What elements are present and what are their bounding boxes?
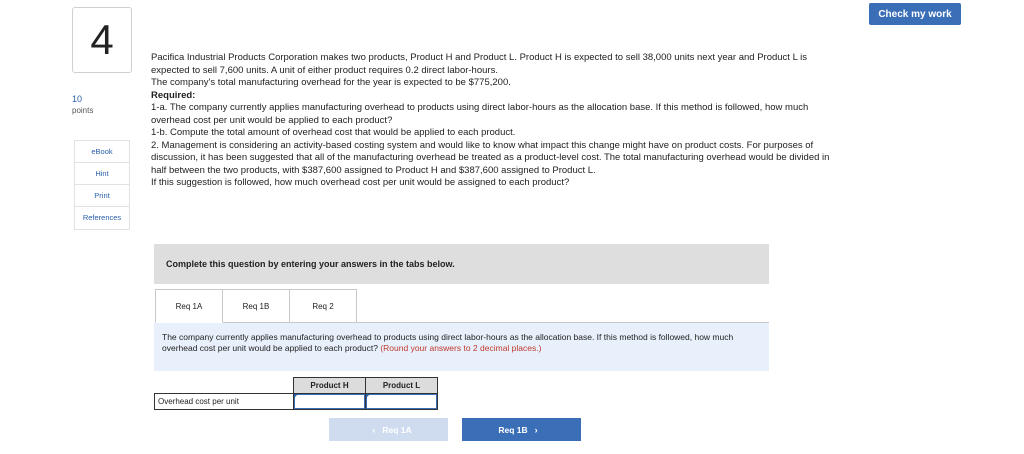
points-value: 10 xyxy=(72,94,83,104)
rounding-note: (Round your answers to 2 decimal places.) xyxy=(380,343,542,353)
input-marker-icon xyxy=(294,394,298,398)
product-h-cell xyxy=(294,394,366,410)
tab-req-1a[interactable]: Req 1A xyxy=(155,289,223,323)
points-label: points xyxy=(72,106,94,115)
column-header-product-h: Product H xyxy=(294,378,366,394)
product-h-input[interactable] xyxy=(294,394,365,409)
requirement-2-followup: If this suggestion is followed, how much overhead cost per unit would be assigned to each product? xyxy=(151,177,570,188)
hint-link[interactable]: Hint xyxy=(75,163,129,185)
product-l-input[interactable] xyxy=(366,394,437,409)
print-link[interactable]: Print xyxy=(75,185,129,207)
next-req-label: Req 1B xyxy=(498,424,528,435)
tab-req-1b[interactable]: Req 1B xyxy=(222,289,290,323)
input-marker-icon xyxy=(366,394,370,398)
complete-instructions-banner: Complete this question by entering your answers in the tabs below. xyxy=(154,244,769,284)
references-link[interactable]: References xyxy=(82,213,122,222)
instruction-text: The company currently applies manufacturing overhead to products using direct labor-hours as the allocation base. If this method is followed, how much overhead cost per unit would be applied to each product? xyxy=(162,332,734,353)
chevron-left-icon: ‹ xyxy=(372,424,376,435)
requirement-1b: 1-b. Compute the total amount of overhead cost that would be applied to each product. xyxy=(151,127,516,138)
row-label-overhead-cost-per-unit: Overhead cost per unit xyxy=(155,394,294,410)
prev-req-button[interactable] xyxy=(329,418,448,441)
tab-instruction xyxy=(154,323,769,371)
required-heading: Required: xyxy=(151,89,196,101)
requirement-tabs xyxy=(155,289,356,323)
check-my-work-button[interactable]: Check my work xyxy=(869,3,961,25)
next-req-button[interactable] xyxy=(462,418,581,441)
overhead-statement: The company's total manufacturing overhead for the year is expected to be $775,200. xyxy=(151,77,511,88)
table-row xyxy=(155,394,438,410)
chevron-right-icon: › xyxy=(534,424,538,435)
requirement-2: 2. Management is considering an activity-based costing system and would like to know what impact this change might have on product costs. For purposes of discussion, it has been suggested that all of the manufacturing overhead be treated as a product-level cost. The total manufacturing overhead would be divided in half between the two products, with $387,600 assigned to Product H and $387,600 assigned to Product L. xyxy=(151,139,830,176)
question-number: 4 xyxy=(72,7,132,73)
tab-req-2[interactable]: Req 2 xyxy=(289,289,357,323)
resource-links xyxy=(74,140,130,230)
question-body xyxy=(151,52,831,190)
ebook-link[interactable]: eBook xyxy=(75,141,129,163)
answer-table xyxy=(154,377,438,410)
product-l-cell xyxy=(366,394,438,410)
problem-intro: Pacifica Industrial Products Corporation makes two products, Product H and Product L. Product H is expected to sell 38,000 units next year and Product L is expected to sell 7,600 units. A unit of either product requires 0.2 direct labor-hours. xyxy=(151,52,808,76)
column-header-product-l: Product L xyxy=(366,378,438,394)
header-blank-cell xyxy=(155,378,294,394)
requirement-1a: 1-a. The company currently applies manufacturing overhead to products using direct labor-hours as the allocation base. If this method is followed, how much overhead cost per unit would be applied to each product? xyxy=(151,102,809,126)
prev-req-label: Req 1A xyxy=(382,424,412,435)
